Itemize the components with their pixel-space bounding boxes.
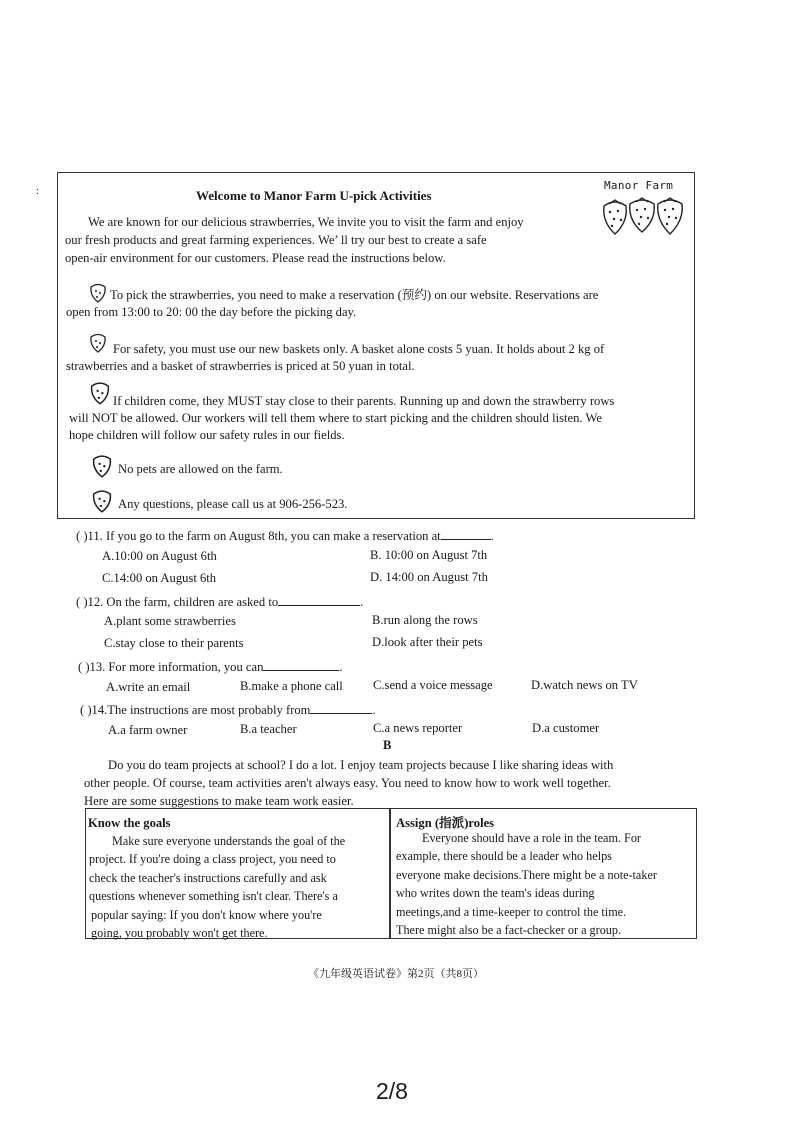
farm-brand: Manor Farm — [604, 179, 674, 192]
answer-blank[interactable] — [310, 701, 372, 714]
rule-3-line-3: hope children will follow our safety rules in our fields. — [69, 428, 345, 442]
left-heading: Know the goals — [88, 816, 171, 830]
q13-option-d[interactable]: D.watch news on TV — [531, 678, 638, 692]
answer-blank[interactable] — [441, 527, 491, 540]
q11-option-d[interactable]: D. 14:00 on August 7th — [370, 570, 488, 584]
right-line-1: Everyone should have a role in the team. For — [422, 831, 641, 845]
q11-option-b[interactable]: B. 10:00 on August 7th — [370, 548, 488, 562]
left-line-5: popular saying: If you don't know where you're — [91, 908, 322, 922]
left-line-6: going, you probably won't get there. — [91, 926, 268, 940]
section-label-b: B — [383, 738, 392, 752]
strawberry-bullet-icon — [90, 452, 114, 478]
rule-3-line-2: will NOT be allowed. Our workers will tell them where to start picking and the children should listen. We — [69, 411, 602, 425]
notice-title: Welcome to Manor Farm U-pick Activities — [196, 188, 432, 203]
left-line-3: check the teacher's instructions carefully and ask — [89, 871, 327, 885]
strawberry-bullet-icon — [88, 331, 108, 353]
q12-option-d[interactable]: D.look after their pets — [372, 635, 483, 649]
question-11: ( )11. If you go to the farm on August 8th, you can make a reservation at . — [76, 529, 494, 543]
answer-blank[interactable] — [263, 658, 339, 671]
q11-option-c[interactable]: C.14:00 on August 6th — [102, 571, 217, 585]
question-12: ( )12. On the farm, children are asked to . — [76, 595, 364, 609]
q12-option-a[interactable]: A.plant some strawberries — [104, 614, 236, 628]
right-line-4: who writes down the team's ideas during — [396, 886, 595, 900]
q13-option-b[interactable]: B.make a phone call — [240, 679, 343, 693]
q14-option-a[interactable]: A.a farm owner — [108, 723, 188, 737]
strawberries-logo-icon — [600, 196, 692, 238]
question-14: ( )14.The instructions are most probably from . — [80, 703, 376, 717]
right-line-2: example, there should be a leader who helps — [396, 849, 612, 863]
right-line-6: There might also be a fact-checker or a group. — [396, 923, 622, 937]
right-line-5: meetings,and a time-keeper to control the time. — [396, 905, 627, 919]
rule-3-line-1: If children come, they MUST stay close to their parents. Running up and down the strawberry rows — [113, 394, 615, 408]
rule-2-line-1: For safety, you must use our new baskets only. A basket alone costs 5 yuan. It holds about 2 kg of — [113, 342, 605, 356]
question-13: ( )13. For more information, you can . — [78, 660, 343, 674]
q11-option-a[interactable]: A.10:00 on August 6th — [102, 549, 217, 563]
exam-footer: 《九年级英语试卷》第2页（共8页） — [308, 968, 484, 980]
page-indicator: 2/8 — [376, 1078, 408, 1104]
strawberry-bullet-icon — [88, 281, 108, 303]
rule-1-line-1: To pick the strawberries, you need to make a reservation (预约) on our website. Reservations are — [110, 288, 599, 302]
strawberry-bullet-icon — [90, 487, 114, 513]
answer-blank[interactable] — [278, 593, 360, 606]
left-line-4: questions whenever something isn't clear. There's a — [89, 889, 338, 903]
rule-4: No pets are allowed on the farm. — [118, 462, 283, 476]
q13-option-a[interactable]: A.write an email — [106, 680, 191, 694]
q14-option-c[interactable]: C.a news reporter — [373, 721, 463, 735]
table-divider — [389, 809, 391, 938]
passage-b-line-3: Here are some suggestions to make team work easier. — [84, 794, 354, 808]
intro-line-3: open-air environment for our customers. Please read the instructions below. — [65, 251, 446, 265]
right-heading: Assign (指派)roles — [396, 816, 495, 830]
intro-line-1: We are known for our delicious strawberries, We invite you to visit the farm and enjoy — [88, 215, 524, 229]
rule-5: Any questions, please call us at 906-256-523. — [118, 497, 348, 511]
passage-b-line-1: Do you do team projects at school? I do a lot. I enjoy team projects because I like sharing ideas with — [108, 758, 614, 772]
q12-option-b[interactable]: B.run along the rows — [372, 613, 478, 627]
q14-option-d[interactable]: D.a customer — [532, 721, 600, 735]
q13-option-c[interactable]: C.send a voice message — [373, 678, 493, 692]
left-line-2: project. If you're doing a class project, you need to — [89, 852, 336, 866]
passage-b-line-2: other people. Of course, team activities aren't always easy. You need to know how to work well together. — [84, 776, 611, 790]
rule-2-line-2: strawberries and a basket of strawberries is priced at 50 yuan in total. — [66, 359, 415, 373]
q12-option-c[interactable]: C.stay close to their parents — [104, 636, 244, 650]
left-line-1: Make sure everyone understands the goal of the — [112, 834, 346, 848]
intro-line-2: our fresh products and great farming experiences. We’ ll try our best to create a safe — [65, 233, 487, 247]
q14-option-b[interactable]: B.a teacher — [240, 722, 297, 736]
rule-1-line-2: open from 13:00 to 20: 00 the day before the picking day. — [66, 305, 357, 319]
right-line-3: everyone make decisions.There might be a note-taker — [396, 868, 657, 882]
margin-mark: : — [36, 186, 39, 197]
strawberry-bullet-icon — [88, 379, 112, 405]
